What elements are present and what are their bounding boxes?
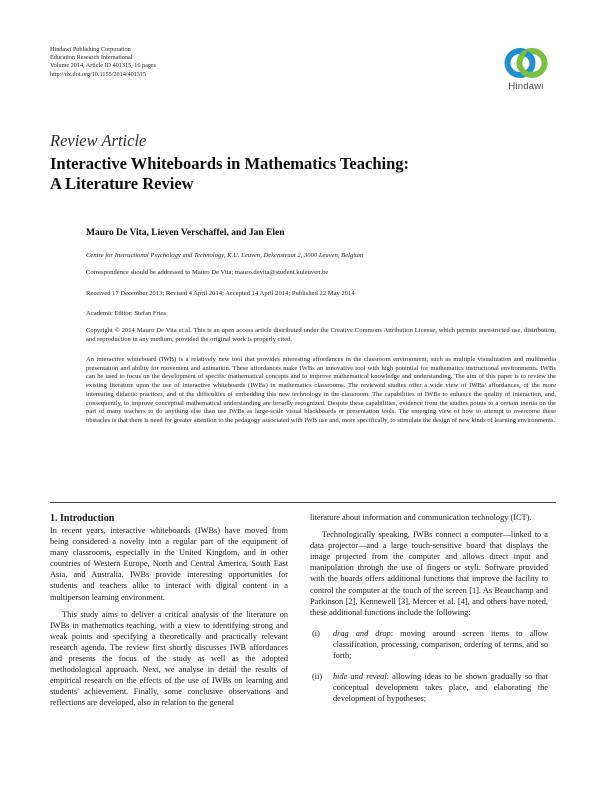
journal-volume: Volume 2014, Article ID 401315, 16 pages [50,62,157,70]
article-doi[interactable]: http://dx.doi.org/10.1155/2014/401315 [50,70,147,78]
title-line-2: A Literature Review [50,173,194,193]
correspondence: Correspondence should be addressed to Mauro De Vita; mauro.devita@student.kuleuven.be [86,269,329,276]
list-marker: (ii) [312,672,323,682]
list-term: drag and drop [333,628,391,638]
title-line-1: Interactive Whiteboards in Mathematics Teaching: [50,154,410,173]
list-marker: (i) [312,628,320,638]
academic-editor: Academic Editor: Stefan Fries [86,310,167,317]
copyright-notice: Copyright © 2014 Mauro De Vita et al. This is an open access article distributed under the Creative Commons Attribution License, which permits unrestricted use, distribution, and reproduction in any medium, provided the original work is properly cited. [86,327,556,343]
hindawi-logo-icon [504,44,548,82]
list-text: : allowing ideas to be shown gradually so that conceptual development takes place, and elaborating the development of hypotheses; [333,672,548,704]
journal-info [50,46,156,79]
article-type: Review Article [50,131,147,150]
paragraph: In recent years, interactive whiteboards (IWBs) have moved from being considered a novelty into a regular part of the equipment of many classrooms, especially in the United Kingdom, and in other countries of Western Europe, North and Central America, South East Asia, and Australia. IWBs provide interesting opportunities for students and teachers alike to interact with digital content in a multiperson learning environment. [50,526,288,602]
paragraph: This study aims to deliver a critical analysis of the literature on IWBs in mathematics teaching, with a view to identifying strong and weak points and specifying a theoretically and practically relevant research agenda. The review first shortly discusses IWB affordances and presents the focus of the study as well as the adopted methodological approach. Next, we analyse in detail the results of empirical research on the effects of the use of IWBs on learning and students' achievement. Finally, some conclusive observations and reflections are developed, also in relation to the general [50,609,288,708]
list-item [310,628,548,661]
hindawi-logo [496,44,556,92]
divider [50,502,556,503]
article-title [50,154,550,193]
list-item [310,671,548,704]
body-column-left [50,512,288,709]
publisher-name: Hindawi Publishing Corporation [50,46,131,53]
list-text: : moving around screen items to allow classification, processing, comparison, ordering of terms, and so forth; [333,628,548,661]
abstract: An interactive whiteboard (IWB) is a relatively new tool that provides interesting affordances in the classroom environment, such as multiple visualization and multimedia presentation and ability for movement and animation. These affordances make IWBs an innovative tool with high potential for mathematics instructional environments. IWBs can be used to focus on the development of specific mathematical concepts and to improve mathematical knowledge and understanding. The aim of this paper is to review the existing literature upon the use of interactive whiteboards (IWBs) in mathematics classrooms. The reviewed studies offer a wide view of IWBs' affordances, of the more interesting didactic practices, and of the difficulties of embedding this new technology in the classroom. The capabilities of IWBs to enhance the quality of interaction, and, consequently, to improve conceptual mathematical understanding are broadly recognized. Despite these capabilities, evidence from the studies points to a certain inertia on the part of many teachers to do anything else than use IWBs as large-scale visual blackboards or presentation tools. The emerging view of how to attempt to overcome these obstacles is that there is need for greater attention to the pedagogy associated with IWB use and, more specifically, to stimulate the design of new kinds of learning environments. [86,356,556,424]
function-list [310,628,548,705]
logo-text: Hindawi [508,81,544,92]
affiliation: Centre for Instructional Psychology and Technology, K.U. Leuven, Dekenstraat 2, 3000 Leuven, Belgium [86,252,364,259]
body-column-right [310,512,548,714]
publication-dates: Received 17 December 2013; Revised 4 April 2014; Accepted 14 April 2014; Published 22 May 2014 [86,290,355,297]
list-term: hide and reveal [333,672,387,682]
authors: Mauro De Vita, Lieven Verschaffel, and Jan Elen [86,228,285,238]
paragraph: literature about information and communication technology (ICT). [310,513,532,522]
paragraph: Technologically speaking, IWBs connect a computer—linked to a data projector—and a large touch-sensitive board that displays the image projected from the computer and allows direct input and manipulation through the use of fingers or styli. Software provided with the boards offers additional functions that improve the facility to control the computer at the touch of the screen [1]. As Beauchamp and Parkinson [2], Kennewell [3], Mercer et al. [4], and others have noted, these additional functions include the following: [310,530,548,617]
section-heading: 1. Introduction [50,513,115,524]
journal-name: Education Research International [50,54,133,62]
